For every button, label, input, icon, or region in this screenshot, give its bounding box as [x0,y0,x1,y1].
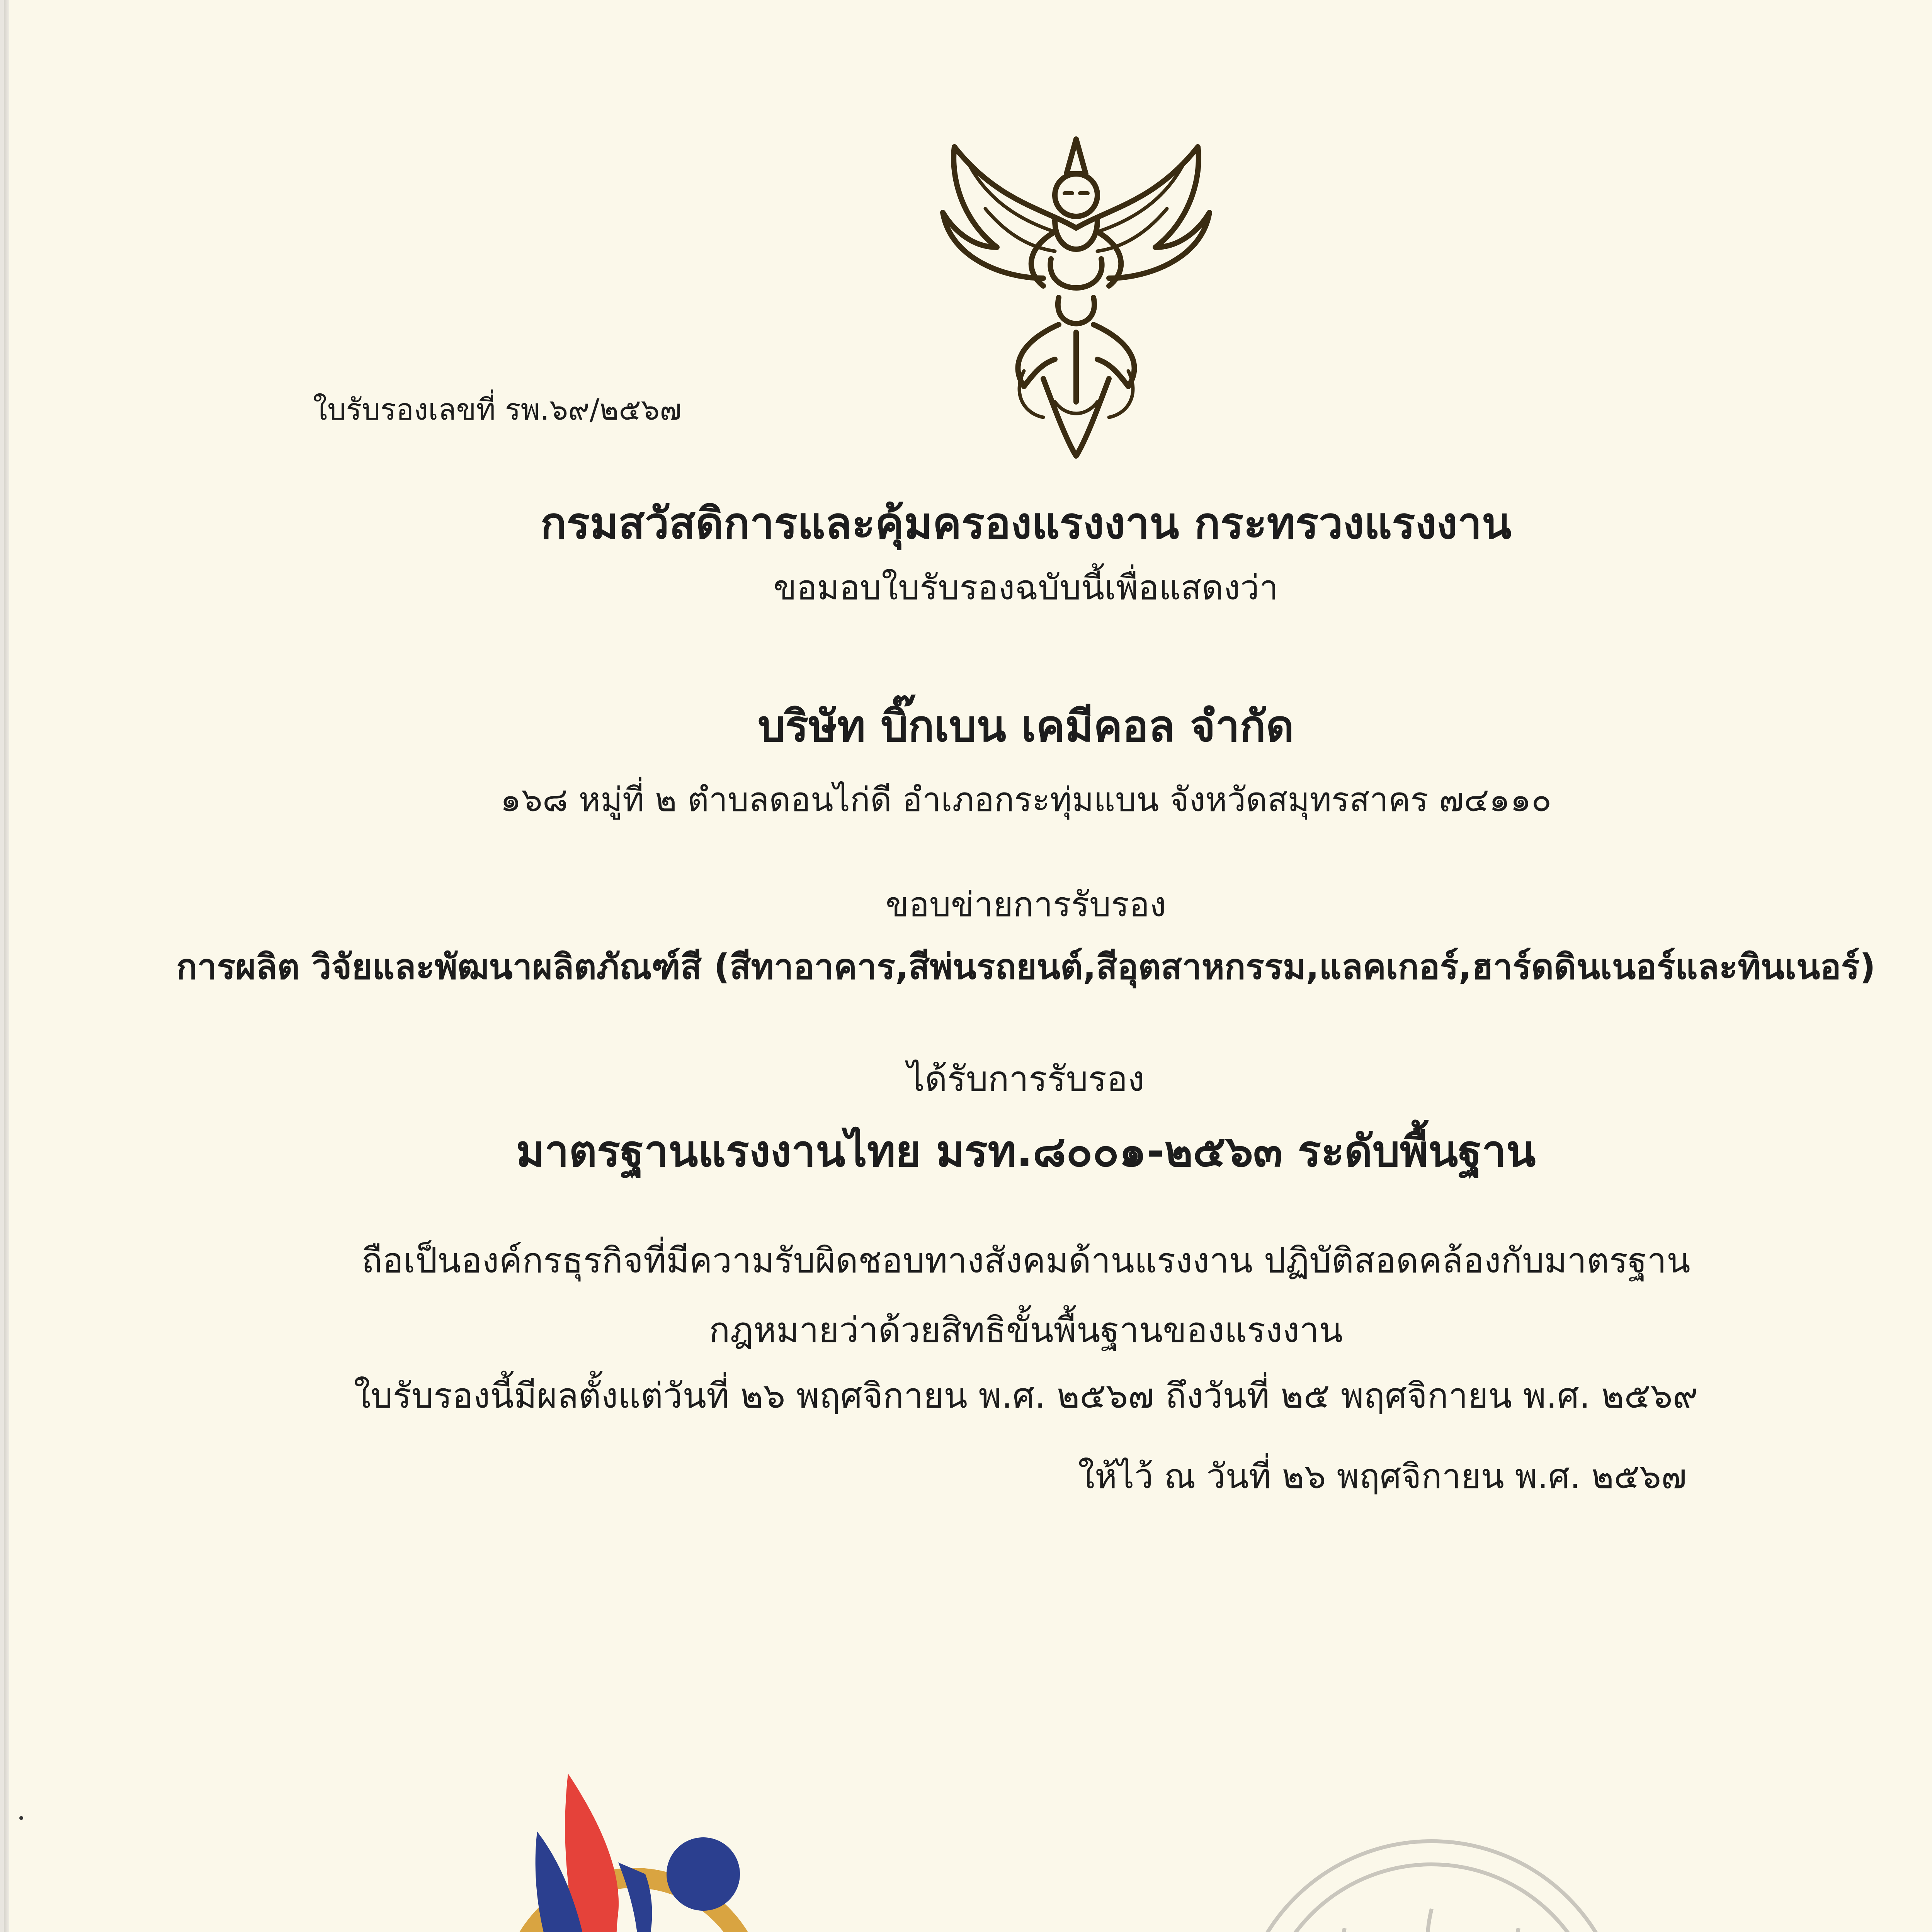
issuer-statement: ขอมอบใบรับรองฉบับนี้เพื่อแสดงว่า [773,568,1279,607]
body-line-3: ใบรับรองนี้มีผลตั้งแต่วันที่ ๒๖ พฤศจิกายน พ.ศ. ๒๕๖๗ ถึงวันที่ ๒๕ พฤศจิกายน พ.ศ. ๒๕๖๙ [354,1376,1698,1416]
company-name: บริษัท บิ๊กเบน เคมีคอล จำกัด [758,701,1294,752]
speck [19,1816,23,1820]
scope-label: ขอบข่ายการรับรอง [885,884,1167,924]
given-date: ให้ไว้ ณ วันที่ ๒๖ พฤศจิกายน พ.ศ. ๒๕๖๗ [1078,1456,1687,1496]
body-line-1: ถือเป็นองค์กรธุรกิจที่มีความรับผิดชอบทางสังคมด้านแรงงาน ปฏิบัติสอดคล้องกับมาตรฐาน [361,1240,1690,1281]
issuer-title: กรมสวัสดิการและคุ้มครองแรงงาน กระทรวงแรงงาน [540,498,1512,549]
department-seal-icon [1229,1832,1634,1932]
certificate-paper [4,0,1932,1932]
garuda-emblem-icon [927,131,1225,464]
scope-text: การผลิต วิจัยและพัฒนาผลิตภัณฑ์สี (สีทาอาคาร,สีพ่นรถยนต์,สีอุตสาหกรรม,แลคเกอร์,ฮาร์ดดินเนอร์และทินเนอร์) [176,947,1876,987]
tls-logo-icon [471,1774,792,1932]
body-line-2: กฎหมายว่าด้วยสิทธิขั้นพื้นฐานของแรงงาน [709,1310,1343,1350]
certification-standard: มาตรฐานแรงงานไทย มรท.๘๐๐๑-๒๕๖๓ ระดับพื้นฐาน [516,1126,1536,1177]
certification-label: ได้รับการรับรอง [907,1059,1145,1099]
company-address: ๑๖๘ หมู่ที่ ๒ ตำบลดอนไก่ดี อำเภอกระทุ่มแบน จังหวัดสมุทรสาคร ๗๔๑๑๐ [500,781,1552,819]
certificate-number: ใบรับรองเลขที่ รพ.๖๙/๒๕๖๗ [313,392,682,427]
